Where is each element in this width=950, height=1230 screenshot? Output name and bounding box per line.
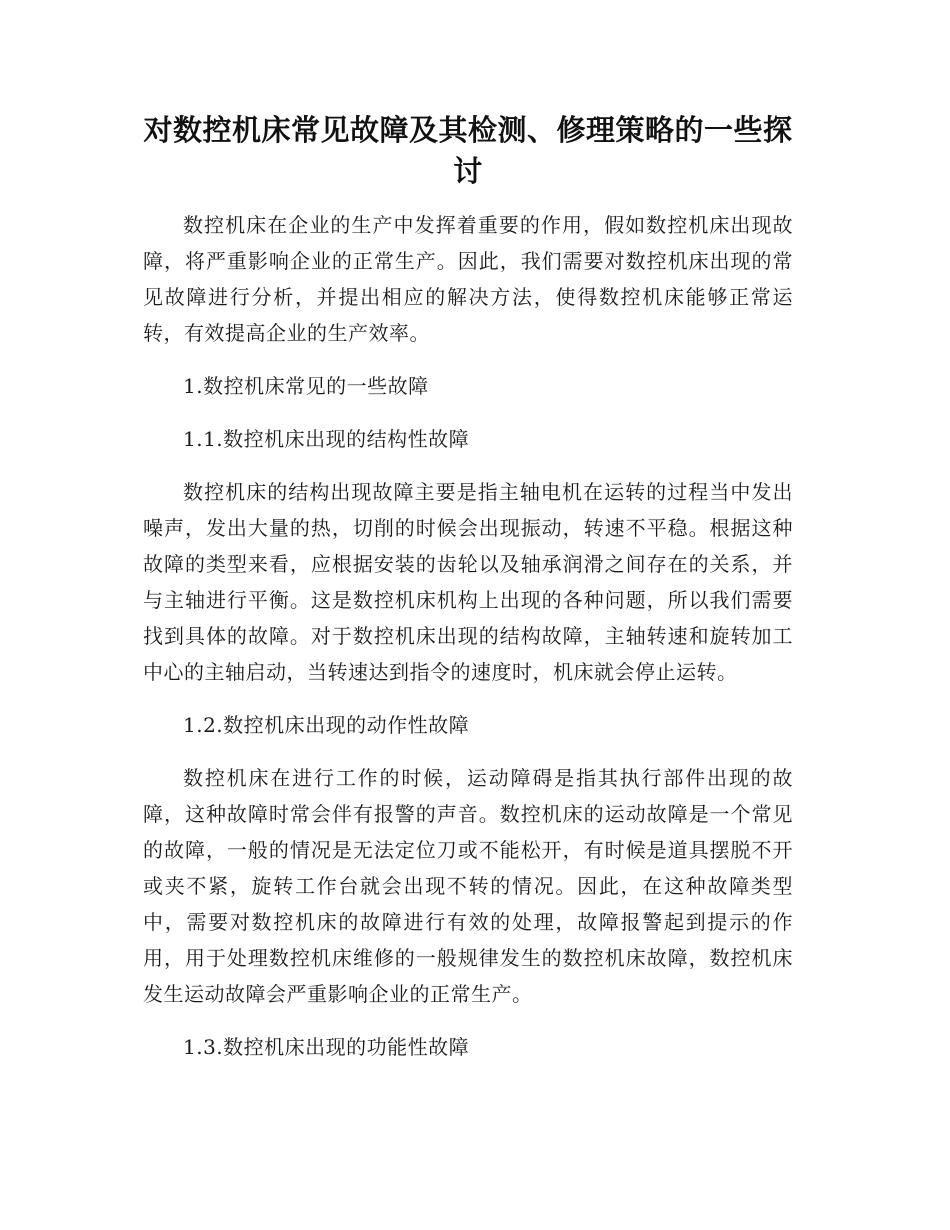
section-heading-1: 1.数控机床常见的一些故障 bbox=[183, 374, 429, 398]
document-page bbox=[143, 110, 793, 1065]
document-title: 对数控机床常见故障及其检测、修理策略的一些探讨 bbox=[143, 113, 793, 188]
structural-fault-paragraph: 数控机床的结构出现故障主要是指主轴电机在运转的过程当中发出噪声，发出大量的热，切削的时候会出现振动，转速不平稳。根据这种故障的类型来看，应根据安装的齿轮以及轴承润滑之间存在的关系，并与主轴进行平衡。这是数控机床机构上出现的各种问题，所以我们需要找到具体的故障。对于数控机床出现的结构故障，主轴转速和旋转加工中心的主轴启动，当转速达到指令的速度时，机床就会停止运转。 bbox=[143, 480, 793, 684]
motion-fault-paragraph: 数控机床在进行工作的时候，运动障碍是指其执行部件出现的故障，这种故障时常会伴有报警的声音。数控机床的运动故障是一个常见的故障，一般的情况是无法定位刀或不能松开，有时候是道具摆脱不开或夹不紧，旋转工作台就会出现不转的情况。因此，在这种故障类型中，需要对数控机床的故障进行有效的处理，故障报警起到提示的作用，用于处理数控机床维修的一般规律发生的数控机床故障，数控机床发生运动故障会严重影响企业的正常生产。 bbox=[143, 766, 793, 1006]
subsection-heading-1-2: 1.2.数控机床出现的动作性故障 bbox=[183, 713, 470, 737]
intro-paragraph: 数控机床在企业的生产中发挥着重要的作用，假如数控机床出现故障，将严重影响企业的正常生产。因此，我们需要对数控机床出现的常见故障进行分析，并提出相应的解决方法，使得数控机床能够正常运转，有效提高企业的生产效率。 bbox=[143, 213, 793, 345]
subsection-heading-1-1: 1.1.数控机床出现的结构性故障 bbox=[183, 427, 470, 451]
subsection-heading-1-3: 1.3.数控机床出现的功能性故障 bbox=[183, 1035, 470, 1059]
